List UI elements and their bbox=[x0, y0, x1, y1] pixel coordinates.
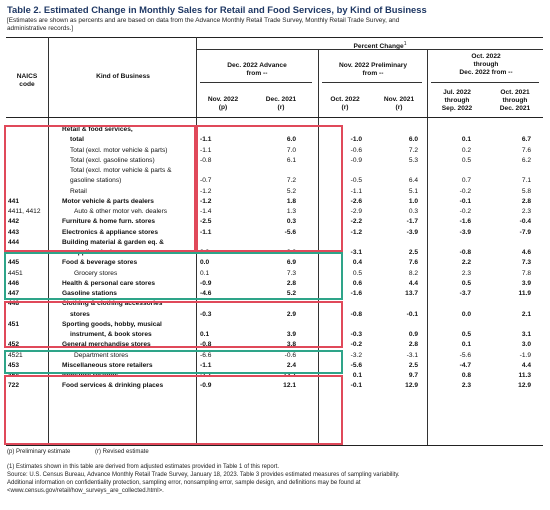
value-cell-jul-sep2022: 0.5 bbox=[461, 331, 471, 338]
value-cell-jul-sep2022: 0.5 bbox=[461, 279, 471, 287]
table-top-rule bbox=[6, 37, 543, 38]
value-cell-oct-dec2021: 5.8 bbox=[521, 187, 531, 195]
business-name-cell: General merchandise stores bbox=[62, 341, 151, 349]
group2-header: Nov. 2022 Preliminary from -- bbox=[338, 62, 408, 77]
value-cell-oct2022: 0.1 bbox=[352, 372, 362, 379]
value-cell-nov2022: 0.1 bbox=[200, 269, 210, 277]
value-cell-nov2022: -0.3 bbox=[200, 310, 212, 318]
naics-code-cell: 4411, 4412 bbox=[8, 208, 41, 215]
value-cell-dec2021: 2.9 bbox=[286, 310, 296, 318]
value-cell-oct2022: -0.8 bbox=[350, 310, 362, 318]
value-cell-nov2021: 2.5 bbox=[408, 249, 418, 256]
legend-revised: (r) Revised estimate bbox=[95, 449, 149, 455]
value-cell-jul-sep2022: 2.3 bbox=[461, 269, 471, 277]
value-cell-dec2021: 6.9 bbox=[286, 259, 296, 267]
value-cell-jul-sep2022: 0.8 bbox=[461, 372, 471, 379]
business-name-cell: stores bbox=[70, 310, 90, 318]
value-cell-nov2022: -1.1 bbox=[200, 228, 212, 236]
value-cell-oct-dec2021: 7.8 bbox=[521, 269, 531, 277]
group1-rule bbox=[200, 82, 312, 83]
value-cell-nov2022: -0.8 bbox=[200, 156, 212, 164]
value-cell-dec2021: 5.2 bbox=[286, 290, 296, 297]
value-cell-oct-dec2021: 2.8 bbox=[521, 197, 531, 205]
business-name-cell: Motor vehicle & parts dealers bbox=[62, 197, 154, 205]
value-cell-jul-sep2022: -5.6 bbox=[459, 351, 471, 359]
value-cell-oct2022: -0.3 bbox=[350, 331, 362, 338]
value-cell-dec2021: 3.8 bbox=[286, 341, 296, 349]
business-name-cell: Miscellaneous store retailers bbox=[62, 361, 153, 369]
value-cell-nov2022: -4.6 bbox=[200, 290, 212, 297]
value-cell-nov2021: 12.9 bbox=[405, 382, 418, 390]
col-oct-dec2021-header: Oct. 2021 through Dec. 2021 bbox=[499, 89, 531, 112]
naics-code-cell: 441 bbox=[8, 197, 20, 205]
value-cell-oct-dec2021: 4.4 bbox=[521, 361, 531, 369]
value-cell-nov2021: -0.1 bbox=[406, 310, 418, 318]
value-cell-dec2021: 1.3 bbox=[286, 208, 296, 215]
footnote-source: Source: U.S. Census Bureau, Advance Monthly Retail Trade Survey, January 18, 2023. Table 3 provides estimated measures of sampling variability. bbox=[7, 472, 400, 478]
value-cell-oct2022: -0.9 bbox=[350, 156, 362, 164]
value-cell-oct-dec2021: 7.6 bbox=[521, 146, 531, 154]
business-name-cell: Grocery stores bbox=[74, 269, 118, 277]
value-cell-dec2021: 3.9 bbox=[286, 331, 296, 338]
naics-code-cell: 442 bbox=[8, 218, 20, 226]
value-cell-nov2021: 6.0 bbox=[408, 136, 418, 144]
col-dec2021-header: Dec. 2021 (r) bbox=[265, 96, 297, 111]
header-bottom-rule bbox=[6, 117, 543, 118]
value-cell-jul-sep2022: 0.0 bbox=[461, 310, 471, 318]
naics-code-cell: 454 bbox=[8, 372, 20, 379]
value-cell-oct2022: -0.1 bbox=[350, 382, 362, 390]
value-cell-nov2021: -1.7 bbox=[406, 218, 418, 226]
value-cell-nov2021: -3.1 bbox=[406, 351, 418, 359]
value-cell-nov2021: -3.9 bbox=[406, 228, 418, 236]
value-cell-jul-sep2022: 0.2 bbox=[461, 146, 471, 154]
value-cell-oct2022: 0.4 bbox=[352, 259, 362, 267]
value-cell-nov2022: -2.5 bbox=[200, 218, 212, 226]
value-cell-oct-dec2021: 6.2 bbox=[521, 156, 531, 164]
value-cell-nov2021: 7.6 bbox=[408, 259, 418, 267]
value-cell-jul-sep2022: 2.3 bbox=[461, 382, 471, 390]
value-cell-nov2022: -1.1 bbox=[200, 136, 212, 144]
value-cell-nov2022: -1.1 bbox=[200, 146, 212, 154]
value-cell-oct-dec2021: 11.9 bbox=[518, 290, 531, 297]
value-cell-oct2022: -0.6 bbox=[350, 146, 362, 154]
value-cell-oct2022: -1.1 bbox=[350, 187, 362, 195]
value-cell-oct2022: -5.6 bbox=[350, 361, 362, 369]
value-cell-jul-sep2022: -0.8 bbox=[459, 249, 471, 256]
value-cell-nov2022: -0.9 bbox=[200, 279, 212, 287]
group3-header: Oct. 2022 through Dec. 2022 from -- bbox=[459, 53, 513, 76]
group3-rule bbox=[431, 82, 539, 83]
value-cell-dec2021: 2.3 bbox=[286, 249, 296, 256]
value-cell-jul-sep2022: -4.7 bbox=[459, 361, 471, 369]
value-cell-nov2021: 8.2 bbox=[408, 269, 418, 277]
col-jul-sep2022-header: Jul. 2022 through Sep. 2022 bbox=[441, 89, 473, 112]
value-cell-nov2021: 9.7 bbox=[408, 372, 418, 379]
business-name-cell: Retail bbox=[70, 187, 87, 195]
value-cell-nov2022: -1.1 bbox=[200, 372, 212, 379]
value-cell-oct-dec2021: 4.6 bbox=[521, 249, 531, 256]
business-name-cell: Nonstore retailers bbox=[62, 372, 119, 379]
naics-code-cell: 451 bbox=[8, 320, 20, 328]
value-cell-nov2021: 5.3 bbox=[408, 156, 418, 164]
value-cell-dec2021: 2.4 bbox=[286, 361, 296, 369]
value-cell-oct2022: -0.2 bbox=[350, 341, 362, 349]
value-cell-dec2021: 7.2 bbox=[286, 177, 296, 185]
value-cell-nov2021: 6.4 bbox=[408, 177, 418, 185]
value-cell-oct-dec2021: 3.0 bbox=[521, 341, 531, 349]
business-name-cell: supplies dealers bbox=[70, 249, 122, 256]
value-cell-oct2022: -2.9 bbox=[350, 208, 362, 215]
col-nov2021-header: Nov. 2021 (r) bbox=[383, 96, 415, 111]
value-cell-nov2021: 4.4 bbox=[408, 279, 418, 287]
value-cell-jul-sep2022: 0.1 bbox=[461, 136, 471, 144]
naics-code-cell: 452 bbox=[8, 341, 20, 349]
value-cell-oct2022: -2.2 bbox=[350, 218, 362, 226]
value-cell-jul-sep2022: -0.1 bbox=[459, 197, 471, 205]
value-cell-jul-sep2022: -3.7 bbox=[459, 290, 471, 297]
col-nov2022-header: Nov. 2022 (p) bbox=[207, 96, 239, 111]
highlight-box-red-3 bbox=[4, 375, 343, 445]
table-title: Table 2. Estimated Change in Monthly Sales for Retail and Food Services, by Kind of Business bbox=[7, 4, 427, 15]
value-cell-oct2022: -0.5 bbox=[350, 177, 362, 185]
group2-rule bbox=[322, 82, 422, 83]
business-name-cell: Furniture & home furn. stores bbox=[62, 218, 156, 226]
value-cell-oct-dec2021: -1.9 bbox=[519, 351, 531, 359]
value-cell-jul-sep2022: -1.6 bbox=[459, 218, 471, 226]
table-bottom-rule bbox=[6, 445, 543, 446]
value-cell-dec2021: 0.3 bbox=[286, 218, 296, 226]
value-cell-nov2022: -1.2 bbox=[200, 187, 212, 195]
footnote-additional: Additional information on confidentiality protection, sampling error, nonsampling error, sample design, and definitions may be found at bbox=[7, 480, 361, 486]
business-name-cell: Building material & garden eq. & bbox=[62, 238, 164, 246]
footnote-url: <www.census.gov/retail/how_surveys_are_collected.html>. bbox=[7, 488, 164, 494]
value-cell-jul-sep2022: -3.9 bbox=[459, 228, 471, 236]
value-cell-oct2022: 0.5 bbox=[352, 269, 362, 277]
value-cell-oct-dec2021: 3.1 bbox=[521, 331, 531, 338]
group1-header: Dec. 2022 Advance from -- bbox=[227, 62, 287, 77]
value-cell-oct2022: -1.0 bbox=[350, 136, 362, 144]
value-cell-oct-dec2021: 6.7 bbox=[521, 136, 531, 144]
value-cell-dec2021: -0.6 bbox=[284, 351, 296, 359]
business-name-cell: gasoline stations) bbox=[70, 177, 122, 185]
business-name-cell: Clothing & clothing accessories bbox=[62, 300, 163, 308]
percent-change-header: Percent Change$^1$ bbox=[353, 41, 407, 51]
highlight-box-red-2 bbox=[4, 301, 343, 348]
business-name-cell: Total (excl. motor vehicle & parts & bbox=[70, 167, 172, 174]
value-cell-dec2021: 12.1 bbox=[283, 382, 296, 390]
business-name-cell: Electronics & appliance stores bbox=[62, 228, 159, 236]
value-cell-dec2021: 6.0 bbox=[286, 136, 296, 144]
value-cell-nov2022: -0.8 bbox=[200, 341, 212, 349]
business-name-cell: Sporting goods, hobby, musical bbox=[62, 320, 162, 328]
naics-code-cell: 445 bbox=[8, 259, 20, 267]
naics-code-cell: 446 bbox=[8, 279, 20, 287]
value-cell-nov2022: -0.9 bbox=[200, 382, 212, 390]
value-cell-nov2021: 1.0 bbox=[408, 197, 418, 205]
value-cell-oct-dec2021: -7.9 bbox=[519, 228, 531, 236]
value-cell-oct-dec2021: 7.1 bbox=[521, 177, 531, 185]
value-cell-oct-dec2021: 11.3 bbox=[518, 372, 531, 379]
highlight-box-red-codes bbox=[4, 125, 196, 252]
value-cell-jul-sep2022: 0.5 bbox=[461, 156, 471, 164]
business-name-cell: Retail & food services, bbox=[62, 126, 133, 133]
value-cell-oct-dec2021: 2.1 bbox=[521, 310, 531, 318]
value-cell-dec2021: 13.7 bbox=[283, 372, 296, 379]
value-cell-dec2021: 7.3 bbox=[286, 269, 296, 277]
naics-code-cell: 443 bbox=[8, 228, 20, 236]
naics-code-cell: 447 bbox=[8, 290, 20, 297]
business-name-cell: Gasoline stations bbox=[62, 290, 117, 297]
value-cell-oct-dec2021: 12.9 bbox=[518, 382, 531, 390]
value-cell-nov2021: 5.1 bbox=[408, 187, 418, 195]
footnote-1: (1) Estimates shown in this table are derived from adjusted estimates provided in Table 1 of this report. bbox=[7, 464, 280, 470]
business-name-cell: Total (excl. motor vehicle & parts) bbox=[70, 146, 168, 154]
naics-header: NAICS code bbox=[16, 73, 38, 88]
kind-header: Kind of Business bbox=[96, 73, 150, 80]
value-cell-dec2021: 7.0 bbox=[286, 146, 296, 154]
value-cell-oct-dec2021: 7.3 bbox=[521, 259, 531, 267]
business-name-cell: Food services & drinking places bbox=[62, 382, 164, 390]
business-name-cell: Auto & other motor veh. dealers bbox=[74, 208, 168, 215]
value-cell-nov2022: 0.0 bbox=[200, 259, 210, 267]
naics-code-cell: 4451 bbox=[8, 269, 23, 277]
value-cell-nov2022: -1.2 bbox=[200, 197, 212, 205]
value-cell-nov2022: -1.1 bbox=[200, 361, 212, 369]
value-cell-nov2022: -1.4 bbox=[200, 208, 212, 215]
value-cell-oct2022: -2.6 bbox=[350, 197, 362, 205]
business-name-cell: Department stores bbox=[74, 351, 129, 359]
value-cell-dec2021: 2.8 bbox=[286, 279, 296, 287]
value-cell-nov2022: -0.7 bbox=[200, 177, 212, 185]
business-name-cell: Health & personal care stores bbox=[62, 279, 156, 287]
value-cell-oct2022: -1.2 bbox=[350, 228, 362, 236]
value-cell-nov2021: 0.3 bbox=[408, 208, 418, 215]
value-cell-oct-dec2021: 2.3 bbox=[521, 208, 531, 215]
value-cell-nov2022: 0.3 bbox=[200, 249, 210, 256]
value-cell-oct-dec2021: -0.4 bbox=[519, 218, 531, 226]
value-cell-jul-sep2022: 0.1 bbox=[461, 341, 471, 349]
business-name-cell: total bbox=[70, 136, 84, 144]
business-name-cell: instrument, & book stores bbox=[70, 331, 152, 338]
business-name-cell: Total (excl. gasoline stations) bbox=[70, 156, 155, 164]
business-name-cell: Food & beverage stores bbox=[62, 259, 138, 267]
value-cell-oct-dec2021: 3.9 bbox=[521, 279, 531, 287]
value-cell-nov2021: 2.8 bbox=[408, 341, 418, 349]
col-oct2022-header: Oct. 2022 (r) bbox=[330, 96, 360, 111]
highlight-box-teal-2 bbox=[4, 350, 343, 374]
value-cell-oct2022: 0.6 bbox=[352, 279, 362, 287]
value-cell-oct2022: -1.6 bbox=[350, 290, 362, 297]
value-cell-dec2021: -5.6 bbox=[284, 228, 296, 236]
naics-code-cell: 444 bbox=[8, 238, 20, 246]
highlight-box-red-values bbox=[196, 125, 343, 252]
value-cell-nov2021: 0.9 bbox=[408, 331, 418, 338]
naics-code-cell: 453 bbox=[8, 361, 20, 369]
value-cell-jul-sep2022: -0.2 bbox=[459, 187, 471, 195]
table-subtitle: [Estimates are shown as percents and are based on data from the Advance Monthly Retail Trade Survey, Monthly Retail Trade Survey, and administrative records.] bbox=[7, 17, 400, 32]
value-cell-jul-sep2022: -0.2 bbox=[459, 208, 471, 215]
value-cell-dec2021: 5.2 bbox=[286, 187, 296, 195]
legend-preliminary: (p) Preliminary estimate bbox=[7, 449, 71, 455]
value-cell-nov2021: 7.2 bbox=[408, 146, 418, 154]
value-cell-nov2022: 0.1 bbox=[200, 331, 210, 338]
naics-code-cell: 448 bbox=[8, 300, 20, 308]
value-cell-jul-sep2022: 2.2 bbox=[461, 259, 471, 267]
value-cell-oct2022: -3.1 bbox=[350, 249, 362, 256]
highlight-box-teal-1 bbox=[4, 252, 343, 300]
value-cell-nov2022: -6.6 bbox=[200, 351, 212, 359]
value-cell-dec2021: 1.8 bbox=[286, 197, 296, 205]
naics-code-cell: 4521 bbox=[8, 351, 23, 359]
value-cell-nov2021: 2.5 bbox=[408, 361, 418, 369]
value-cell-jul-sep2022: 0.7 bbox=[461, 177, 471, 185]
value-cell-dec2021: 6.1 bbox=[286, 156, 296, 164]
value-cell-nov2021: 13.7 bbox=[405, 290, 418, 297]
value-cell-oct2022: -3.2 bbox=[350, 351, 362, 359]
naics-code-cell: 722 bbox=[8, 382, 20, 390]
